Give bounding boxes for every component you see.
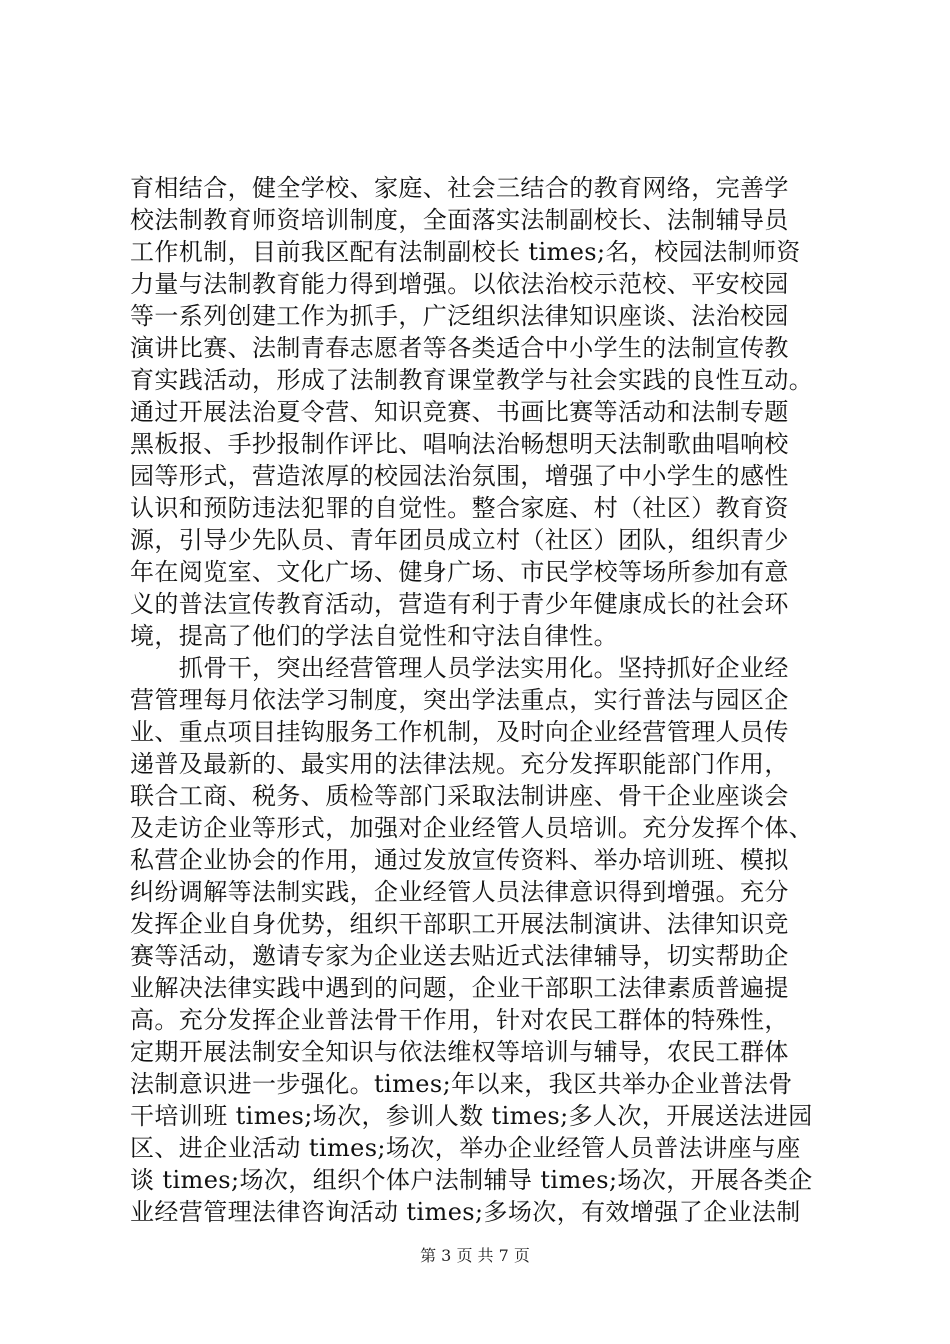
text-line: 育相结合，健全学校、家庭、社会三结合的教育网络，完善学 <box>130 174 789 202</box>
text-line: 源，引导少先队员、青年团员成立村（社区）团队，组织青少 <box>130 526 789 554</box>
text-line: 境，提高了他们的学法自觉性和守法自律性。 <box>130 622 618 650</box>
text-line: 法制意识进一步强化。times;年以来，我区共举办企业普法骨 <box>130 1070 793 1098</box>
text-line: 通过开展法治夏令营、知识竞赛、书画比赛等活动和法制专题 <box>130 398 789 426</box>
text-line: 递普及最新的、最实用的法律法规。充分发挥职能部门作用， <box>130 750 789 778</box>
text-line: 营管理每月依法学习制度，突出学法重点，实行普法与园区企 <box>130 686 789 714</box>
text-line: 工作机制，目前我区配有法制副校长 times;名，校园法制师资 <box>130 238 801 266</box>
text-line: 联合工商、税务、质检等部门采取法制讲座、骨干企业座谈会 <box>130 782 789 810</box>
text-line: 区、进企业活动 times;场次，举办企业经管人员普法讲座与座 <box>130 1134 801 1162</box>
text-line: 黑板报、手抄报制作评比、唱响法治畅想明天法制歌曲唱响校 <box>130 430 789 458</box>
body-text <box>130 172 830 1228</box>
text-line: 定期开展法制安全知识与依法维权等培训与辅导，农民工群体 <box>130 1038 789 1066</box>
text-line: 及走访企业等形式，加强对企业经管人员培训。充分发挥个体、 <box>130 814 814 842</box>
text-line: 谈 times;场次，组织个体户法制辅导 times;场次，开展各类企 <box>130 1166 813 1194</box>
text-line: 业经营管理法律咨询活动 times;多场次，有效增强了企业法制 <box>130 1198 801 1226</box>
text-line: 力量与法制教育能力得到增强。以依法治校示范校、平安校园 <box>130 270 789 298</box>
text-line: 育实践活动，形成了法制教育课堂教学与社会实践的良性互动。 <box>130 366 814 394</box>
text-line: 等一系列创建工作为抓手，广泛组织法律知识座谈、法治校园 <box>130 302 789 330</box>
text-line: 抓骨干，突出经营管理人员学法实用化。坚持抓好企业经 <box>130 654 789 682</box>
text-line: 义的普法宣传教育活动，营造有利于青少年健康成长的社会环 <box>130 590 789 618</box>
text-line: 私营企业协会的作用，通过发放宣传资料、举办培训班、模拟 <box>130 846 789 874</box>
text-line: 园等形式，营造浓厚的校园法治氛围，增强了中小学生的感性 <box>130 462 789 490</box>
text-line: 纠纷调解等法制实践，企业经管人员法律意识得到增强。充分 <box>130 878 789 906</box>
text-line: 高。充分发挥企业普法骨干作用，针对农民工群体的特殊性， <box>130 1006 789 1034</box>
text-line: 演讲比赛、法制青春志愿者等各类适合中小学生的法制宣传教 <box>130 334 789 362</box>
text-line: 年在阅览室、文化广场、健身广场、市民学校等场所参加有意 <box>130 558 789 586</box>
text-line: 业解决法律实践中遇到的问题，企业干部职工法律素质普遍提 <box>130 974 789 1002</box>
page-footer: 第 3 页 共 7 页 <box>420 1246 530 1265</box>
text-line: 赛等活动，邀请专家为企业送去贴近式法律辅导，切实帮助企 <box>130 942 789 970</box>
text-line: 业、重点项目挂钩服务工作机制，及时向企业经营管理人员传 <box>130 718 789 746</box>
text-line: 校法制教育师资培训制度，全面落实法制副校长、法制辅导员 <box>130 206 789 234</box>
text-line: 发挥企业自身优势，组织干部职工开展法制演讲、法律知识竞 <box>130 910 789 938</box>
text-line: 干培训班 times;场次，参训人数 times;多人次，开展送法进园 <box>130 1102 813 1130</box>
text-line: 认识和预防违法犯罪的自觉性。整合家庭、村（社区）教育资 <box>130 494 789 522</box>
